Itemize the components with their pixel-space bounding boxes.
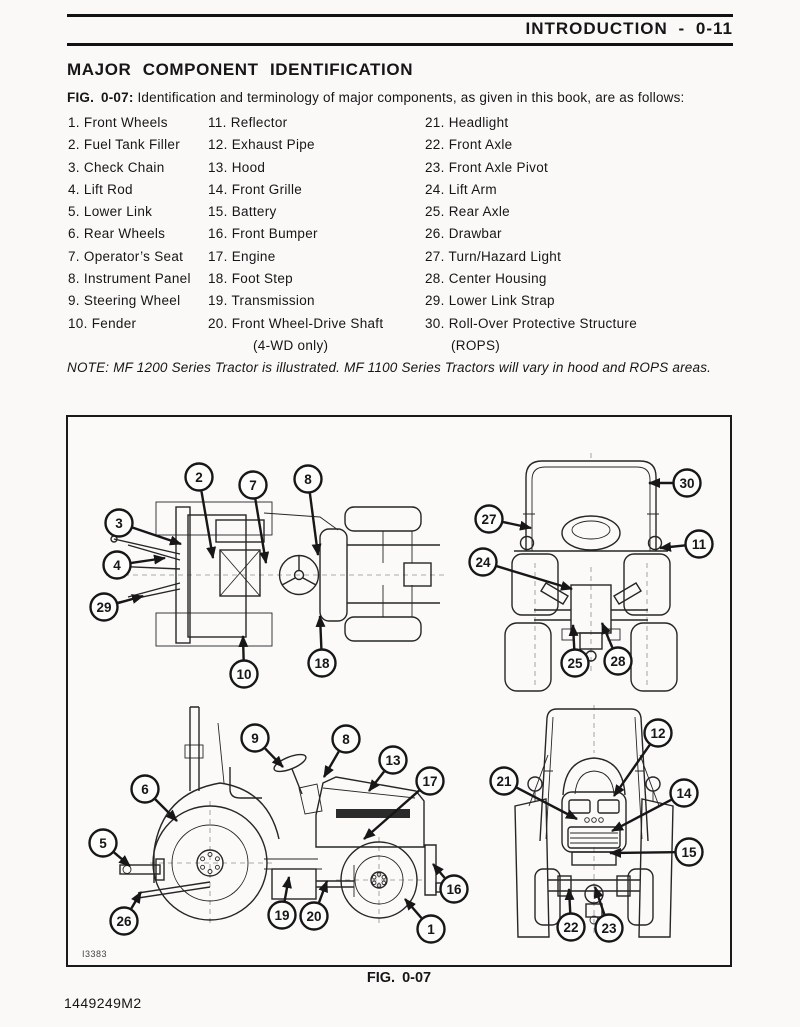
callouts-rear-view xyxy=(470,470,713,677)
figure-caption: FIG. 0-07 xyxy=(366,970,432,986)
callout-number: 8 xyxy=(342,731,350,747)
header-rule-bottom xyxy=(67,43,733,46)
figure-drawing xyxy=(68,417,730,965)
component-item: 11. Reflector xyxy=(208,115,288,130)
component-item: (ROPS) xyxy=(451,337,501,353)
callout-arrow xyxy=(133,528,181,544)
component-item: 23. Front Axle Pivot xyxy=(425,159,549,175)
callout-number: 26 xyxy=(116,913,132,929)
component-item: 13. Hood xyxy=(208,159,266,175)
callout-number: 3 xyxy=(115,515,123,531)
callout-arrow xyxy=(118,596,143,603)
tractor-top-view xyxy=(106,502,446,646)
callout-arrow xyxy=(243,636,244,660)
component-item: 26. Drawbar xyxy=(425,226,502,242)
tractor-rear-view xyxy=(505,453,677,691)
callout-arrow xyxy=(265,748,283,767)
component-item: 24. Lift Arm xyxy=(425,181,497,197)
callout-number: 27 xyxy=(481,511,497,527)
component-item: 16. Front Bumper xyxy=(208,226,318,242)
figure-intro-label: FIG. 0-07: xyxy=(67,90,134,105)
page-header: INTRODUCTION - 0-11 xyxy=(525,19,733,38)
figure-intro xyxy=(67,90,685,105)
figure-intro-text: Identification and terminology of major components, as given in this book, are as follows: xyxy=(137,90,685,105)
component-item: 7. Operator’s Seat xyxy=(68,248,184,264)
callout-arrow xyxy=(503,522,531,528)
callout-arrow xyxy=(320,616,321,649)
component-item: 3. Check Chain xyxy=(68,159,165,175)
figure-box xyxy=(66,415,732,967)
callout-number: 21 xyxy=(496,773,512,789)
callout-number: 2 xyxy=(195,469,203,485)
component-item: 1. Front Wheels xyxy=(68,115,168,130)
note-text: NOTE: MF 1200 Series Tractor is illustrated. MF 1100 Series Tractors will vary in hood and ROPS areas. xyxy=(67,360,712,375)
callout-number: 24 xyxy=(475,554,491,570)
callout-number: 12 xyxy=(650,725,666,741)
callout-number: 17 xyxy=(422,773,438,789)
art-reference-number: I3383 xyxy=(82,949,108,959)
component-list xyxy=(68,112,637,357)
callout-arrow xyxy=(569,889,570,913)
component-column-2 xyxy=(208,112,425,357)
callout-number: 11 xyxy=(691,536,707,552)
callout-arrow xyxy=(319,881,327,902)
component-item: 18. Foot Step xyxy=(208,271,293,287)
callout-arrow xyxy=(324,752,339,777)
component-item: 20. Front Wheel-Drive Shaft xyxy=(208,315,384,331)
callout-number: 4 xyxy=(113,557,121,573)
component-item: 9. Steering Wheel xyxy=(68,293,181,309)
callout-arrow xyxy=(131,558,165,563)
component-item: 21. Headlight xyxy=(425,115,509,130)
callout-number: 9 xyxy=(251,730,259,746)
callout-number: 19 xyxy=(274,907,290,923)
component-item: 25. Rear Axle xyxy=(425,204,510,220)
component-item: 6. Rear Wheels xyxy=(68,226,166,242)
component-item: 12. Exhaust Pipe xyxy=(208,137,315,153)
callout-number: 15 xyxy=(681,844,697,860)
callout-arrow xyxy=(201,491,213,558)
callout-number: 1 xyxy=(427,921,435,937)
callout-arrow xyxy=(114,852,130,866)
callout-arrow xyxy=(369,771,384,791)
component-item: 29. Lower Link Strap xyxy=(425,293,555,309)
component-item: 30. Roll-Over Protective Structure xyxy=(425,315,638,331)
callout-arrow xyxy=(131,892,141,908)
component-item: 4. Lift Rod xyxy=(68,181,133,197)
component-item: 28. Center Housing xyxy=(425,271,547,287)
callout-arrow xyxy=(497,566,572,589)
component-item: 2. Fuel Tank Filler xyxy=(68,137,180,153)
callout-arrow xyxy=(433,864,445,878)
component-item: 27. Turn/Hazard Light xyxy=(425,248,562,264)
component-item: 8. Instrument Panel xyxy=(68,271,191,287)
section-title: MAJOR COMPONENT IDENTIFICATION xyxy=(67,60,414,79)
callout-number: 16 xyxy=(446,881,462,897)
callout-arrow xyxy=(660,545,685,548)
component-item: 17. Engine xyxy=(208,248,276,264)
callout-number: 7 xyxy=(249,477,257,493)
callout-number: 6 xyxy=(141,781,149,797)
callout-number: 23 xyxy=(601,920,617,936)
callout-number: 8 xyxy=(304,471,312,487)
callout-arrow xyxy=(610,852,675,853)
callout-number: 29 xyxy=(96,599,112,615)
callout-arrow xyxy=(573,625,574,649)
component-item: 10. Fender xyxy=(68,315,137,331)
component-column-1 xyxy=(68,112,208,357)
callout-number: 25 xyxy=(567,655,583,671)
document-number: 1449249M2 xyxy=(64,995,142,1011)
callouts-side-view xyxy=(90,725,468,943)
callout-number: 5 xyxy=(99,835,107,851)
callout-number: 18 xyxy=(314,655,330,671)
component-item: 22. Front Axle xyxy=(425,137,513,153)
component-column-3 xyxy=(425,112,637,357)
component-item: 19. Transmission xyxy=(208,293,315,309)
component-item: 14. Front Grille xyxy=(208,181,303,197)
callout-number: 20 xyxy=(306,908,322,924)
callout-arrow xyxy=(310,493,318,555)
callout-arrow xyxy=(155,799,177,821)
callout-number: 14 xyxy=(676,785,692,801)
callout-number: 22 xyxy=(563,919,579,935)
callout-number: 30 xyxy=(679,475,695,491)
callout-number: 10 xyxy=(236,666,252,682)
component-item: 5. Lower Link xyxy=(68,204,153,220)
callout-arrow xyxy=(285,877,289,901)
callout-number: 28 xyxy=(610,653,626,669)
callout-arrow xyxy=(405,899,422,918)
component-item: (4-WD only) xyxy=(253,337,329,353)
header-rule-top xyxy=(67,14,733,17)
component-item: 15. Battery xyxy=(208,204,277,220)
callouts-top-view xyxy=(91,464,336,688)
callout-number: 13 xyxy=(385,752,401,768)
